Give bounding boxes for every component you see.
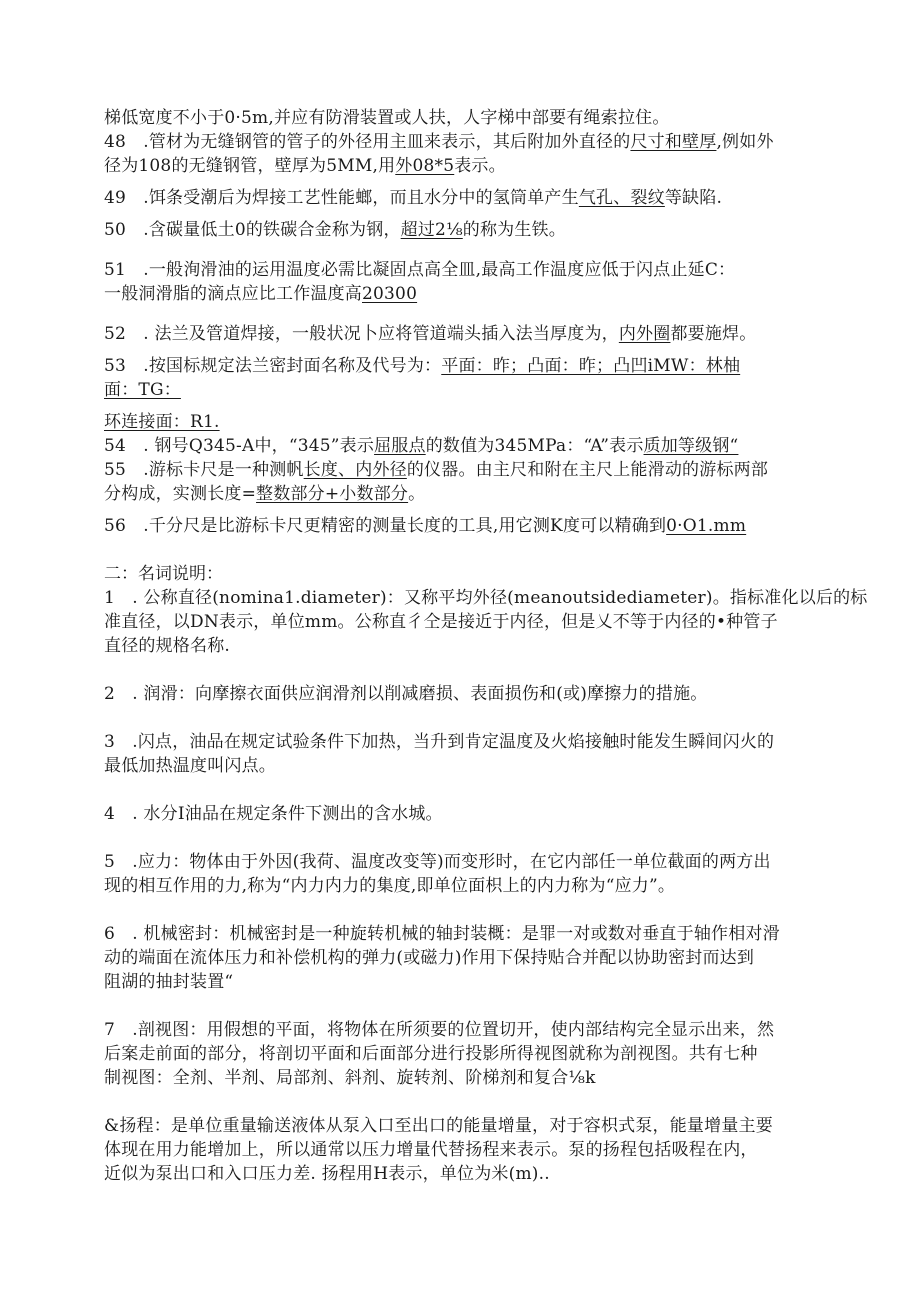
text: 的数值为345MPa：“A”表示 <box>425 436 644 456</box>
underlined-answer: 内外圈 <box>618 324 671 344</box>
text: 54 . 钢号Q345-A中，“345”表示 <box>104 436 375 456</box>
definition-7-line2: 后案走前面的部分，将剖切平面和后面部分进行投影所得视图就称为剖视图。共有七种 <box>104 1044 758 1064</box>
text: 49 .饵条受潮后为焊接工艺性能螂，而且水分中的氢筒单产生 <box>104 188 579 208</box>
definition-3-line2: 最低加热温度叫闪点。 <box>104 756 276 776</box>
definition-7-line3: 制视图：全剂、半剂、局部剂、斜剂、旋转剂、阶梯剂和复合⅛k <box>104 1068 596 1088</box>
section-heading: 二：名词说明： <box>104 564 223 584</box>
document-page <box>104 106 868 1186</box>
underlined-answer: 外08*5 <box>395 156 455 176</box>
definition-5-line2: 现的相互作用的力,称为“内力内力的集度,即单位面枳上的内力称为“应力”。 <box>104 876 676 896</box>
definition-1-line3: 直径的规格名称. <box>104 636 231 656</box>
underlined-answer: 超过2⅛ <box>400 220 463 240</box>
underlined-answer: 屈服点 <box>374 436 426 456</box>
definition-6-line3: 阻湖的抽封装置“ <box>104 972 234 992</box>
definition-1-line2: 准直径，以DN表示，单位mm。公称直彳仝是接近于内径，但是乂不等于内径的•种管子 <box>104 612 778 632</box>
underlined-answer: 20300 <box>362 284 418 304</box>
underlined-answer: 质加等级钢“ <box>643 436 739 456</box>
definition-6: 6 . 机械密封：机械密封是一种旋转机械的轴封装概：是罪一对或数对垂直于轴作相对滑 <box>104 924 780 944</box>
text: 的称为生铁。 <box>462 220 566 240</box>
underlined-answer: 气孔、裂纹 <box>578 188 665 208</box>
text: 表示。 <box>454 156 506 176</box>
item-51 <box>104 258 820 282</box>
text: 都要施焊。 <box>670 324 757 344</box>
item-49 <box>104 186 820 210</box>
underlined-answer: 面：TG： <box>104 380 181 400</box>
text: 梯低宽度不小于0·5m,并应有防滑装置或人扶，人字梯中部要有绳索拉住。 <box>104 108 670 128</box>
text: 48 .管材为无缝钢管的管子的外径用主皿来表示，其后附加外直径的 <box>104 132 631 152</box>
definition-8: &扬程：是单位重量输送液体从泵入口至出口的能量增量，对于容枳式泵，能量增量主要 <box>104 1116 773 1136</box>
item-55 <box>104 458 820 482</box>
item-50 <box>104 218 820 242</box>
item-53 <box>104 354 820 378</box>
text: 的仪器。由主尺和附在主尺上能滑动的游标两部 <box>406 460 769 480</box>
item-52 <box>104 322 820 346</box>
item-55-line2 <box>104 482 820 506</box>
underlined-answer: 0·O1.mm <box>666 516 747 536</box>
text: 56 .千分尺是比游标卡尺更精密的测量长度的工具,用它测K度可以精确到 <box>104 516 667 536</box>
text: 52 . 法兰及管道焊接，一般状况卜应将管道端头插入法当厚度为， <box>104 324 619 344</box>
text: 分构成，实测长度= <box>104 484 257 504</box>
definition-7: 7 .剖视图：用假想的平面，将物体在所须要的位置切开，使内部结构完全显示出来，然 <box>104 1020 775 1040</box>
definition-3: 3 .闪点，油品在规定试验条件下加热，当升到肯定温度及火焰接触时能发生瞬间闪火的 <box>104 732 775 752</box>
definition-1: 1 . 公称直径(nomina1.diameter)：又称平均外径(meanoutsidediameter)。指标准化以后的标 <box>104 588 868 608</box>
underlined-answer: 环连接面：R1. <box>104 412 220 432</box>
definition-4: 4 . 水分I油品在规定条件下测出的含水城。 <box>104 804 443 824</box>
text: 一般洞滑脂的滴点应比工作温度高 <box>104 284 362 304</box>
text: 55 .游标卡尺是一种测帆 <box>104 460 304 480</box>
text: 53 .按国标规定法兰密封面名称及代号为： <box>104 356 442 376</box>
item-51-line2 <box>104 282 820 306</box>
definition-6-line2: 动的端面在流体压力和补偿机构的弹力(或磁力)作用下保持贴合并配以协助密封而达到 <box>104 948 755 968</box>
text: ,例如外 <box>716 132 774 152</box>
underlined-answer: 尺寸和壁厚 <box>630 132 717 152</box>
underlined-answer: 平面：昨；凸面：昨；凸凹iMW：林柚 <box>441 356 741 376</box>
underlined-answer: 整数部分+小数部分 <box>256 484 409 504</box>
text: 51 .一般洵滑油的运用温度必需比凝固点高全皿,最高工作温度应低于闪点止延C： <box>104 260 736 280</box>
definition-8-line3: 近似为泵出口和入口压力差. 扬程用H表示，单位为米(m).. <box>104 1164 550 1184</box>
text: 径为108的无缝钢管，壁厚为5MM,用 <box>104 156 396 176</box>
text: 等缺陷. <box>664 188 723 208</box>
item-48 <box>104 130 820 154</box>
item-48-line2 <box>104 154 820 178</box>
item-56 <box>104 514 820 538</box>
underlined-answer: 长度、内外径 <box>303 460 407 480</box>
item-53-line3 <box>104 410 820 434</box>
item-53-line2 <box>104 378 820 402</box>
definition-2: 2 . 润滑：向摩擦衣面供应润滑剂以削减磨损、表面损伤和(或)摩擦力的措施。 <box>104 684 708 704</box>
definition-8-line2: 体现在用力能增加上，所以通常以压力增量代替扬程来表示。泵的扬程包括吸程在内， <box>104 1140 758 1160</box>
text: 。 <box>408 484 426 504</box>
item-47-continuation <box>104 106 820 130</box>
item-54 <box>104 434 820 458</box>
definition-5: 5 .应力：物体由于外因(我荷、温度改变等)而变形时，在它内部任一单位截面的两方出 <box>104 852 771 872</box>
text: 50 .含碳量低土0的铁碳合金称为钢， <box>104 220 401 240</box>
